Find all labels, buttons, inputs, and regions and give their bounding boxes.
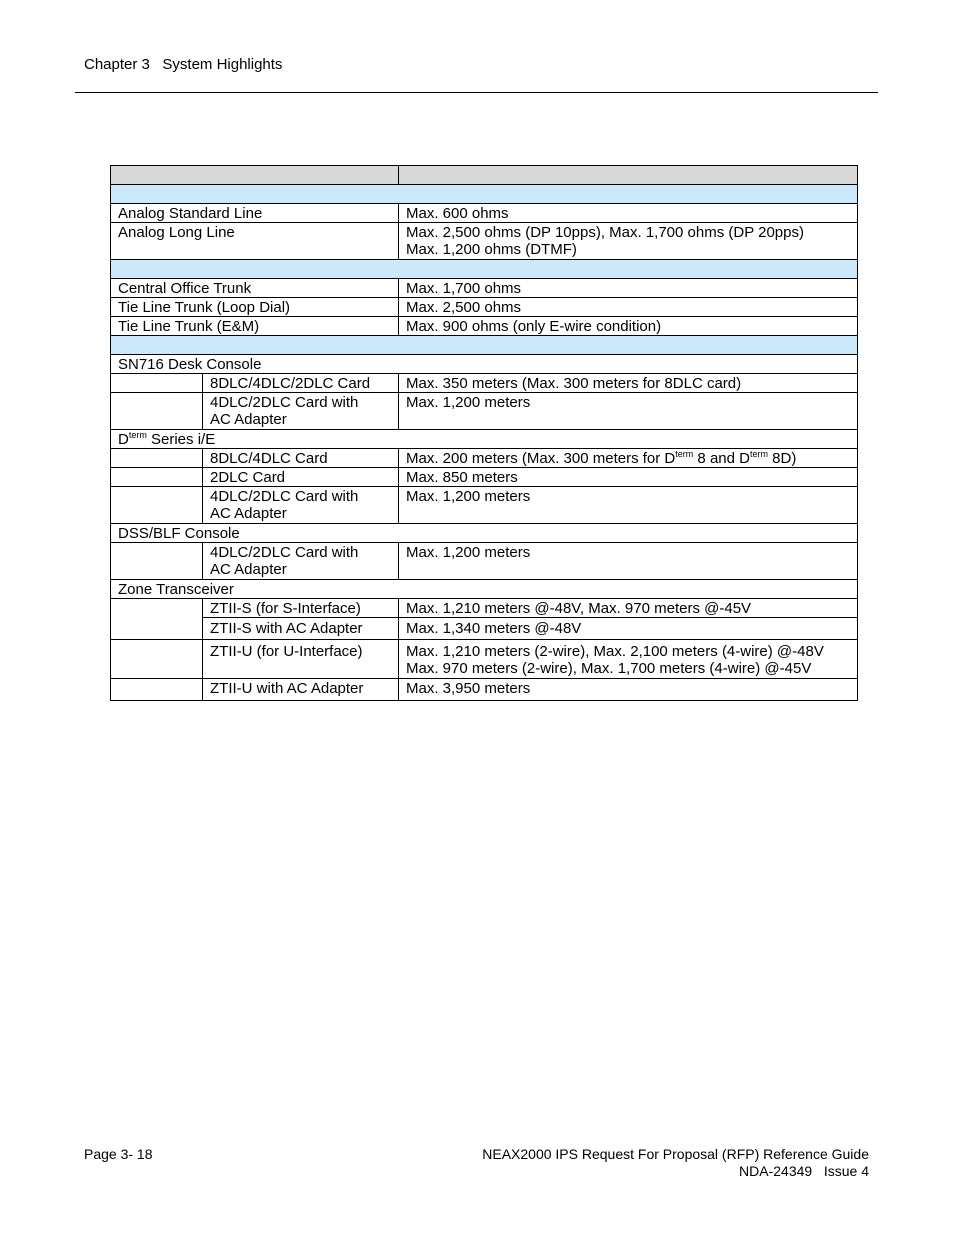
group-row [111, 355, 858, 374]
table-row [111, 468, 858, 487]
row-sublabel: ZTII-U (for U-Interface) [203, 640, 399, 679]
table-row [111, 223, 858, 260]
row-value: Max. 200 meters (Max. 300 meters for $D^{term}$ 8 and $D^{term}$ 8D) [399, 449, 858, 468]
group-row [111, 580, 858, 599]
table-row [111, 640, 858, 679]
row-value: Max. 1,200 meters [399, 487, 858, 524]
table-row [111, 374, 858, 393]
section-title: System Highlights [162, 56, 283, 73]
row-value: Max. 3,950 meters [399, 679, 858, 701]
table-row [111, 449, 858, 468]
row-value: Max. 2,500 ohms (DP 10pps), Max. 1,700 ohms (DP 20pps) Max. 1,200 ohms (DTMF) [399, 223, 858, 260]
row-label: Central Office Trunk [111, 279, 399, 298]
page-footer [482, 1146, 869, 1180]
group-label: DSS/BLF Console [111, 524, 858, 543]
section-row [111, 185, 858, 204]
row-sublabel: ZTII-S with AC Adapter [203, 618, 399, 640]
document-title: NEAX2000 IPS Request For Proposal (RFP) Reference Guide [482, 1146, 869, 1162]
table-header-row [111, 166, 858, 185]
document-number: NDA-24349 Issue 4 [739, 1163, 869, 1179]
table-row [111, 618, 858, 640]
table-row [111, 204, 858, 223]
row-value: Max. 350 meters (Max. 300 meters for 8DLC card) [399, 374, 858, 393]
row-value: Max. 2,500 ohms [399, 298, 858, 317]
header-divider [75, 92, 878, 93]
table-row [111, 279, 858, 298]
chapter-label: Chapter 3 [84, 56, 150, 73]
row-sublabel: 2DLC Card [203, 468, 399, 487]
row-sublabel: 4DLC/2DLC Card with AC Adapter [203, 543, 399, 580]
group-label: Zone Transceiver [111, 580, 858, 599]
row-sublabel: 8DLC/4DLC/2DLC Card [203, 374, 399, 393]
page-number: Page 3- 18 [84, 1146, 153, 1162]
section-row [111, 336, 858, 355]
loop-resistance-table [110, 165, 858, 701]
row-value: Max. 1,210 meters (2-wire), Max. 2,100 meters (4-wire) @-48V Max. 970 meters (2-wire), Max. 1,700 meters (4-wire) @-45V [399, 640, 858, 679]
row-sublabel: 4DLC/2DLC Card with AC Adapter [203, 393, 399, 430]
row-value: Max. 1,210 meters @-48V, Max. 970 meters @-45V [399, 599, 858, 618]
row-value: Max. 1,340 meters @-48V [399, 618, 858, 640]
group-row [111, 430, 858, 449]
page-header [84, 56, 282, 73]
table-row [111, 679, 858, 701]
group-label: $D^{term}$ Series i/E [111, 430, 858, 449]
table-row [111, 487, 858, 524]
group-row [111, 524, 858, 543]
row-value: Max. 1,200 meters [399, 543, 858, 580]
table-row [111, 298, 858, 317]
row-label: Tie Line Trunk (E&M) [111, 317, 399, 336]
row-sublabel: 8DLC/4DLC Card [203, 449, 399, 468]
table-row [111, 393, 858, 430]
row-label: Tie Line Trunk (Loop Dial) [111, 298, 399, 317]
section-row [111, 260, 858, 279]
row-sublabel: ZTII-U with AC Adapter [203, 679, 399, 701]
group-label: SN716 Desk Console [111, 355, 858, 374]
row-value: Max. 1,200 meters [399, 393, 858, 430]
row-value: Max. 600 ohms [399, 204, 858, 223]
table-row [111, 543, 858, 580]
row-label: Analog Long Line [111, 223, 399, 260]
row-value: Max. 850 meters [399, 468, 858, 487]
row-value: Max. 900 ohms (only E-wire condition) [399, 317, 858, 336]
row-sublabel: 4DLC/2DLC Card with AC Adapter [203, 487, 399, 524]
row-value: Max. 1,700 ohms [399, 279, 858, 298]
table-row [111, 317, 858, 336]
table-row [111, 599, 858, 618]
row-sublabel: ZTII-S (for S-Interface) [203, 599, 399, 618]
row-label: Analog Standard Line [111, 204, 399, 223]
